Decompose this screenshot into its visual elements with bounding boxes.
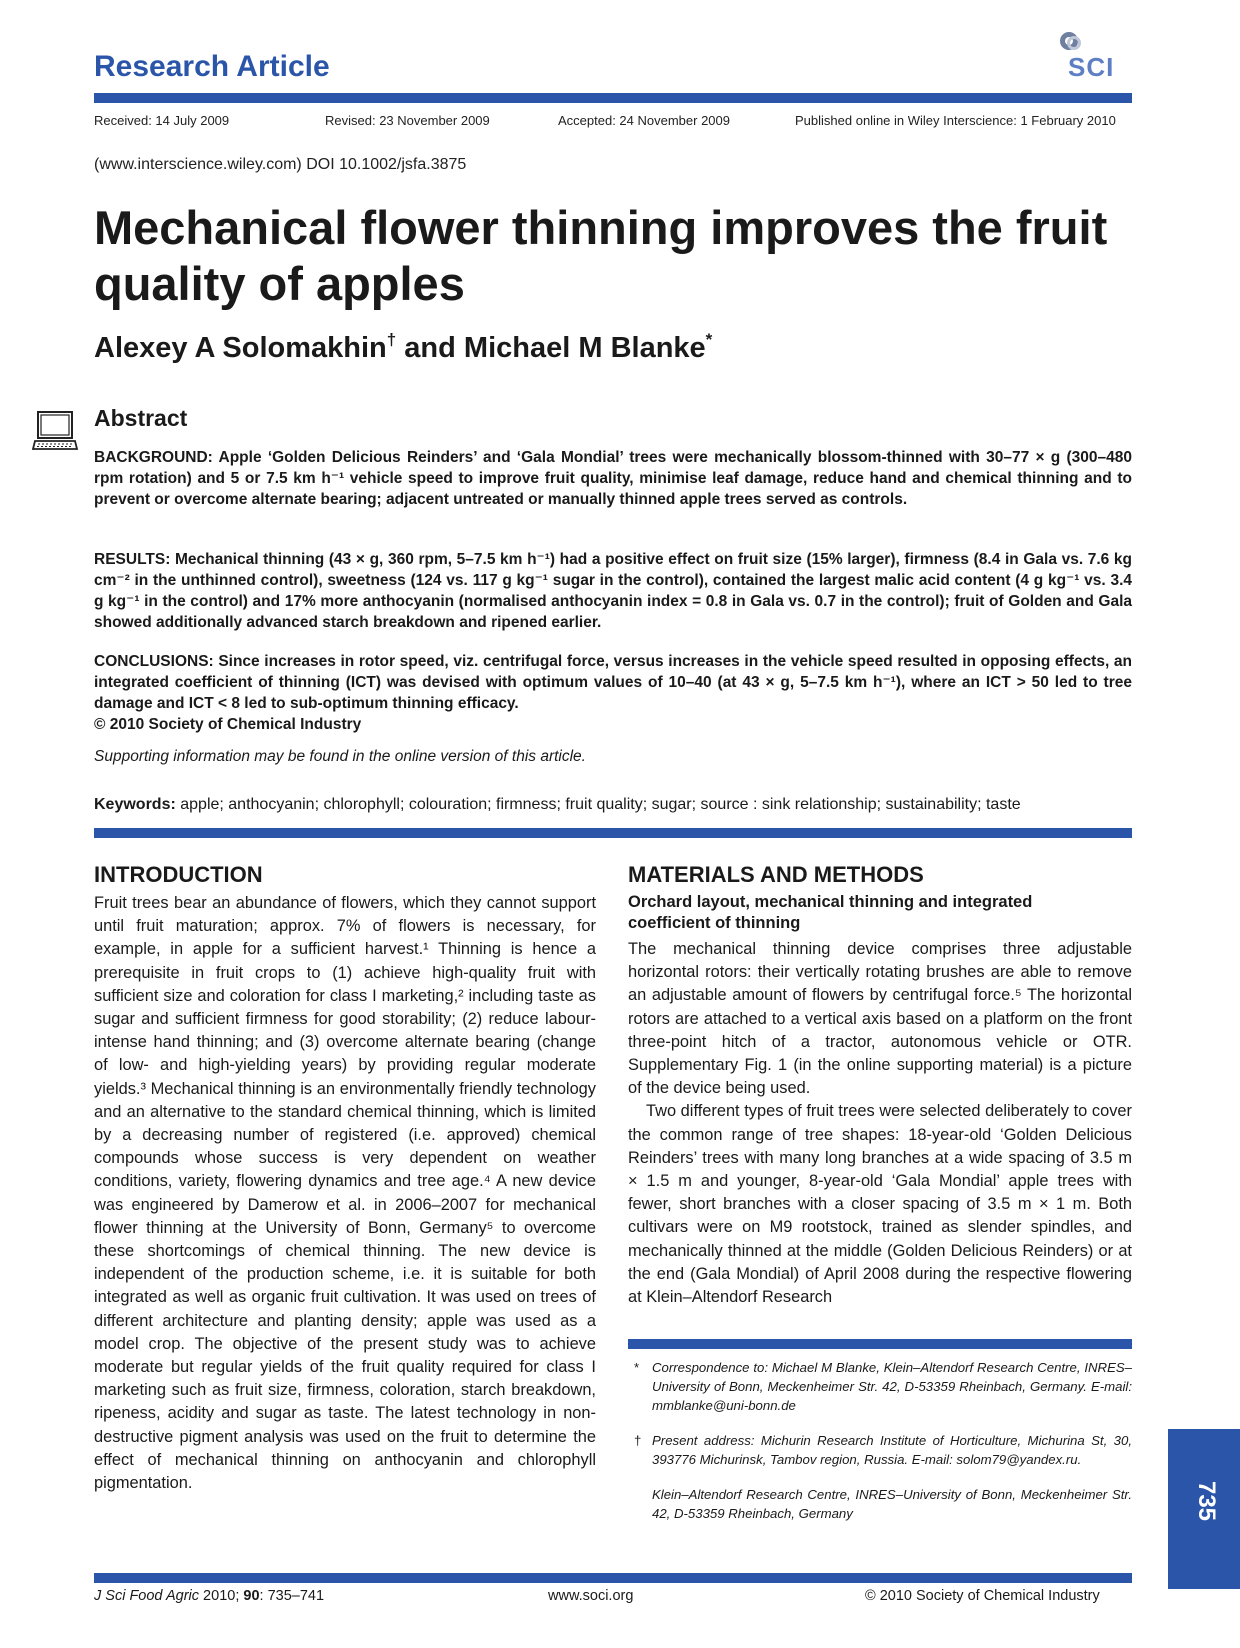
abstract-background bbox=[94, 447, 1132, 510]
author-mark: † bbox=[386, 330, 397, 349]
accepted-date: Accepted: 24 November 2009 bbox=[558, 113, 730, 128]
published-date: Published online in Wiley Interscience: 1 February 2010 bbox=[795, 113, 1116, 128]
logo-ring-inner-icon bbox=[1067, 36, 1081, 50]
article-title: Mechanical flower thinning improves the fruit quality of apples bbox=[94, 201, 1108, 310]
correspondence-note bbox=[634, 1358, 1132, 1415]
footer-rule bbox=[94, 1573, 1132, 1583]
present-address-text: Present address: Michurin Research Institute of Horticulture, Michurina St, 30, 393776 Michurinsk, Tambov region, Russia. E-mail: solom79@yandex.ru. bbox=[652, 1433, 1132, 1467]
sci-logo bbox=[1058, 30, 1130, 82]
abstract-conclusions bbox=[94, 651, 1132, 735]
methods-paragraph: Two different types of fruit trees were selected deliberately to cover the common range of tree shapes: 18-year-old ‘Golden Delicious Reinders’ trees with many long branches at a wide spacing of 3.5 m × 1.5 m and younger, 8-year-old ‘Gala Mondial’ apple trees with fewer, short branches with a closer spacing of 3.5 m × 1 m. Both cultivars were on M9 rootstock, trained as slender spindles, and mechanically thinned at the middle (Golden Delicious Reinders) or at the end (Gala Mondial) of April 2008 during the respective flowering at Klein–Altendorf Research bbox=[628, 1102, 1132, 1307]
abstract-rule bbox=[94, 828, 1132, 838]
notes-rule bbox=[628, 1339, 1132, 1349]
keywords-list: apple; anthocyanin; chlorophyll; colouration; firmness; fruit quality; sugar; source : sink relationship; sustainability; taste bbox=[175, 796, 1021, 813]
header-rule bbox=[94, 93, 1132, 103]
abstract-results bbox=[94, 549, 1132, 633]
abstract-heading: Abstract bbox=[94, 405, 188, 431]
logo-text: SCI bbox=[1068, 52, 1115, 82]
doi-line[interactable]: (www.interscience.wiley.com) DOI 10.1002/jsfa.3875 bbox=[94, 156, 467, 173]
introduction-body bbox=[94, 892, 596, 1495]
note-mark: * bbox=[634, 1360, 640, 1375]
abstract-conclusions-text: CONCLUSIONS: Since increases in rotor speed, viz. centrifugal force, versus increases in the vehicle speed resulted in opposing effects, an integrated coefficient of thinning (ICT) was devised with optimum values of 10–40 (at 43 × g, 5–7.5 km h⁻¹), where an ICT > 50 led to tree damage and ICT < 8 led to sub-optimum thinning efficacy. bbox=[94, 653, 1132, 712]
author-mark: * bbox=[705, 330, 713, 349]
citation-pages: : 735–741 bbox=[259, 1588, 325, 1604]
author-name: Alexey A Solomakhin bbox=[94, 332, 387, 364]
present-address-note bbox=[634, 1431, 1132, 1469]
keywords-label: Keywords: bbox=[94, 796, 176, 813]
page-number-tab bbox=[1168, 1429, 1240, 1589]
author-name: Michael M Blanke bbox=[463, 332, 706, 364]
abstract-results-text: RESULTS: Mechanical thinning (43 × g, 360 rpm, 5–7.5 km h⁻¹) had a positive effect on fruit size (15% larger), firmness (8.4 in Gala vs. 7.6 kg cm⁻² in the unthinned control), sweetness (124 vs. 117 g kg⁻¹ sugar in the control), contained the largest malic acid content (4 g kg⁻¹ vs. 3.4 g kg⁻¹ in the control) and 17% more anthocyanin (normalised anthocyanin index = 0.8 in Gala vs. 0.7 in the control); fruit of Golden and Gala showed additionally advanced starch breakdown and ripened earlier. bbox=[94, 551, 1132, 631]
journal-section-label: Research Article bbox=[94, 50, 330, 83]
citation bbox=[94, 1588, 324, 1604]
affiliation-note: Klein–Altendorf Research Centre, INRES–University of Bonn, Meckenheimer Str. 42, D-53359 Rheinbach, Germany bbox=[652, 1487, 1132, 1521]
introduction-heading: INTRODUCTION bbox=[94, 862, 263, 887]
author-list bbox=[94, 332, 712, 365]
correspondence-text: Correspondence to: Michael M Blanke, Klein–Altendorf Research Centre, INRES–University of Bonn, Meckenheimer Str. 42, D-53359 Rheinbach, Germany. E-mail: mmblanke@uni-bonn.de bbox=[652, 1360, 1132, 1413]
methods-heading: MATERIALS AND METHODS bbox=[628, 862, 924, 887]
citation-volume: 90 bbox=[243, 1588, 260, 1604]
author-conjunction: and bbox=[396, 332, 464, 364]
footer-copyright: © 2010 Society of Chemical Industry bbox=[865, 1588, 1100, 1604]
laptop-icon bbox=[32, 409, 78, 455]
methods-paragraph: The mechanical thinning device comprises three adjustable horizontal rotors: their vertically rotating brushes are able to remove an adjustable amount of flowers by centrifugal force.⁵ The horizontal rotors are attached to a vertical axis based on a platform on the front three-point hitch of a tractor, autonomous vehicle or OTR. Supplementary Fig. 1 (in the online supporting material) is a picture of the device being used. bbox=[628, 940, 1132, 1098]
website-link[interactable]: www.soci.org bbox=[548, 1588, 634, 1604]
journal-name: J Sci Food Agric bbox=[94, 1588, 200, 1604]
keywords-line bbox=[94, 796, 1021, 814]
methods-subheading: Orchard layout, mechanical thinning and integrated coefficient of thinning bbox=[628, 893, 1033, 932]
abstract-background-text: BACKGROUND: Apple ‘Golden Delicious Reinders’ and ‘Gala Mondial’ trees were mechanically blossom-thinned with 30–77 × g (300–480 rpm rotation) and 5 or 7.5 km h⁻¹ vehicle speed to improve fruit quality, minimise leaf damage, reduce hand and chemical thinning and to prevent or overcome alternate bearing; adjacent untreated or manually thinned apple trees served as controls. bbox=[94, 449, 1132, 508]
supporting-info-note: Supporting information may be found in the online version of this article. bbox=[94, 748, 586, 765]
introduction-text: Fruit trees bear an abundance of flowers, which they cannot support until fruit maturation; approx. 7% of flowers is necessary, for example, in apple for a sufficient harvest.¹ Thinning is hence a prerequisite in fruit crops to (1) achieve high-quality fruit with sufficient size and coloration for class I marketing,² including taste as sugar and sufficient firmness for good storability; (2) reduce labour-intense hand thinning; and (3) overcome alternate bearing (change of low- and high-yielding years) by providing regular moderate yields.³ Mechanical thinning is an environmentally friendly technology and an alternative to the standard chemical thinning, which is limited by a decreasing number of registered (i.e. approved) chemical compounds whose success is very dependent on weather conditions, variety, flowering dynamics and tree age.⁴ A new device was engineered by Damerow et al. in 2006–2007 for mechanical flower thinning at the University of Bonn, Germany⁵ to overcome these shortcomings of chemical thinning. The new device is independent of the production scheme, i.e. it is suitable for both integrated as well as organic fruit cultivation. It was used on trees of different architecture and planting density; apple was used as a model crop. The objective of the present study was to achieve moderate but regular yields of the fruit quality required for class I marketing such as fruit size, firmness, coloration, starch breakdown, ripeness, acidity and sugar as taste. The latest technology in non-destructive pigment analysis was used on the fruit to determine the effect of mechanical thinning on anthocyanin and chlorophyll pigmentation. bbox=[94, 894, 596, 1493]
abstract-copyright: © 2010 Society of Chemical Industry bbox=[94, 716, 362, 733]
revised-date: Revised: 23 November 2009 bbox=[325, 113, 490, 128]
received-date: Received: 14 July 2009 bbox=[94, 113, 230, 128]
citation-year: 2010; bbox=[199, 1588, 244, 1604]
page-number: 735 bbox=[1193, 1480, 1221, 1522]
methods-body bbox=[628, 938, 1132, 1309]
note-mark: † bbox=[634, 1433, 642, 1448]
